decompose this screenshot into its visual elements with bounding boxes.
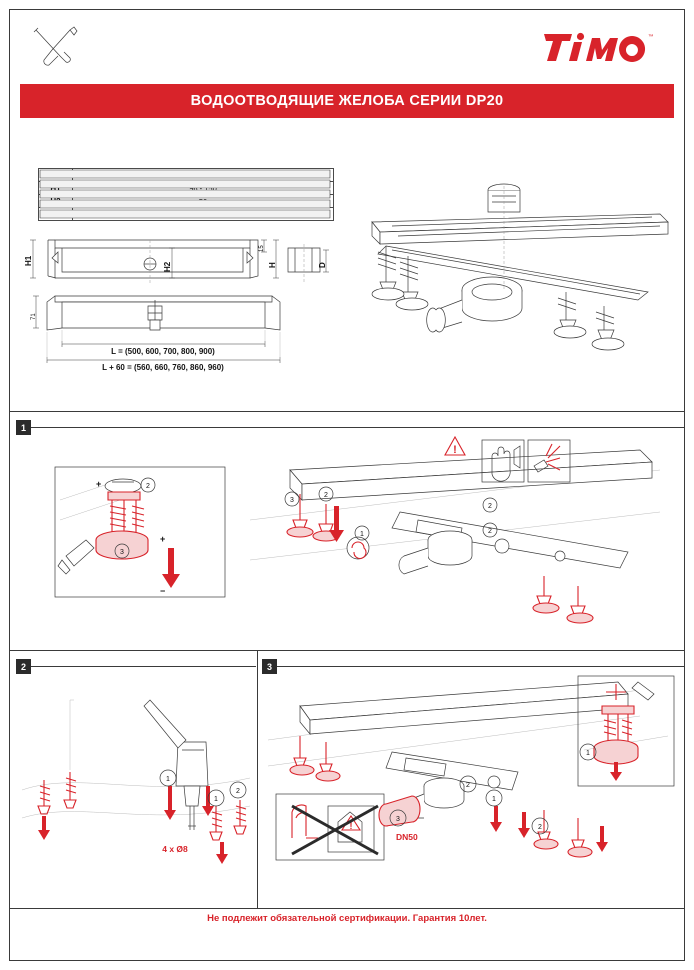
dim-length-plus: L + 60 = (560, 660, 760, 860, 960) <box>102 363 224 372</box>
plus-sign: + <box>96 479 102 489</box>
callout-3: 3 <box>290 497 294 504</box>
callout-2: 2 <box>488 528 492 535</box>
brand-tm: ™ <box>648 34 654 40</box>
callout-2: 2 <box>538 824 542 831</box>
dim-71: 71 <box>31 313 37 320</box>
footer-note: Не подлежит обязательной сертификации. Гарантия 10лет. <box>207 913 487 924</box>
dim-h1: H1 <box>24 255 33 266</box>
page-title: ВОДООТВОДЯЩИЕ ЖЕЛОБА СЕРИИ DP20 <box>190 93 504 109</box>
callout-1: 1 <box>214 796 218 803</box>
dim-h2: H2 <box>163 261 172 272</box>
callout-1: 1 <box>586 750 590 757</box>
dim-15: 15 <box>259 245 265 252</box>
forbidden-cross-icon <box>292 806 378 854</box>
callout-1: 1 <box>166 776 170 783</box>
svg-text:!: ! <box>349 821 353 831</box>
callout-2: 2 <box>146 483 150 490</box>
dn50-label: DN50 <box>396 832 418 842</box>
dim-d: D <box>318 262 327 268</box>
section-3-assembly <box>268 676 674 860</box>
callout-3: 3 <box>396 816 400 823</box>
callout-1: 1 <box>360 531 364 538</box>
section-number-2: 2 <box>16 659 31 674</box>
section-2-drilling <box>22 700 250 864</box>
drill-spec: 4 x Ø8 <box>162 844 188 854</box>
section-number-3: 3 <box>262 659 277 674</box>
section-number-1: 1 <box>16 420 31 435</box>
plus-sign-2: + <box>160 534 166 544</box>
footer <box>0 908 694 926</box>
minus-sign: − <box>160 586 166 596</box>
callout-3: 3 <box>120 549 124 556</box>
callout-2: 2 <box>488 503 492 510</box>
dn50-pipe <box>379 796 420 842</box>
callout-1: 1 <box>492 796 496 803</box>
callout-2: 2 <box>236 788 240 795</box>
dim-h: H <box>268 262 277 268</box>
callout-2: 2 <box>324 492 328 499</box>
dim-length: L = (500, 600, 700, 800, 900) <box>111 347 215 356</box>
svg-text:!: ! <box>453 444 457 456</box>
callout-2: 2 <box>466 782 470 789</box>
